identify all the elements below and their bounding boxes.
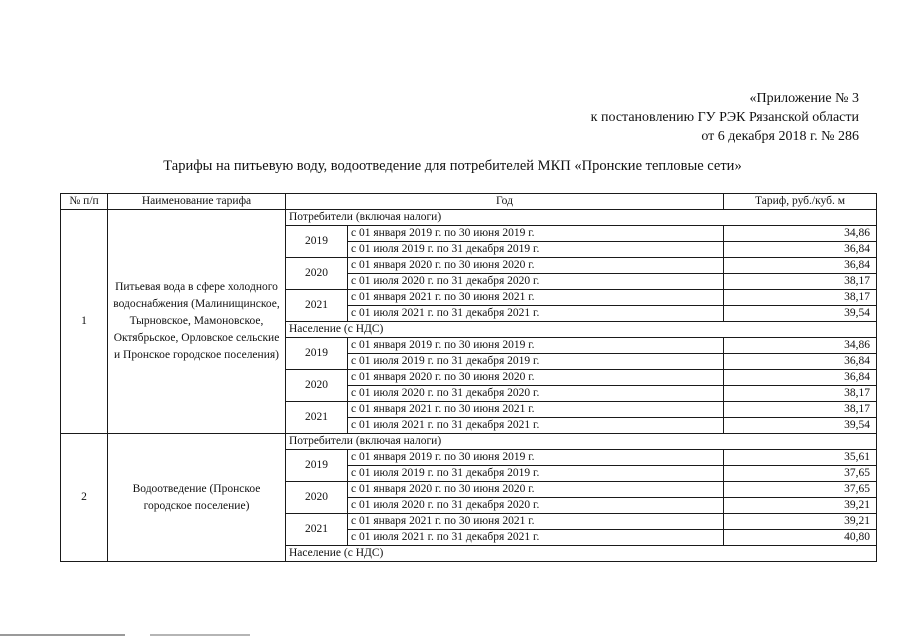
- resolution-date: от 6 декабря 2018 г. № 286: [701, 129, 859, 144]
- year-cell: 2020: [286, 258, 348, 290]
- year-cell: 2019: [286, 338, 348, 370]
- year-cell: 2021: [286, 290, 348, 322]
- consumer-group-label: Население (с НДС): [286, 322, 877, 338]
- tariff-value-cell: 39,54: [724, 306, 877, 322]
- appendix-label: «Приложение № 3: [749, 91, 859, 106]
- period-cell: с 01 января 2021 г. по 30 июня 2021 г.: [348, 402, 724, 418]
- table-row: [61, 210, 877, 226]
- tariff-value-cell: 40,80: [724, 530, 877, 546]
- period-cell: с 01 июля 2021 г. по 31 декабря 2021 г.: [348, 530, 724, 546]
- year-cell: 2019: [286, 226, 348, 258]
- tariff-value-cell: 37,65: [724, 482, 877, 498]
- tariff-value-cell: 35,61: [724, 450, 877, 466]
- column-header-tariff-name: Наименование тарифа: [108, 194, 286, 210]
- tariff-value-cell: 36,84: [724, 370, 877, 386]
- tariff-name: Питьевая вода в сфере холодного водоснабжения (Малинищинское, Тырновское, Мамоновское, Октябрьское, Орловское сельские и Пронское городское поселения): [108, 210, 286, 434]
- period-cell: с 01 июля 2021 г. по 31 декабря 2021 г.: [348, 306, 724, 322]
- resolution-reference: к постановлению ГУ РЭК Рязанской области: [590, 110, 859, 125]
- year-cell: 2019: [286, 450, 348, 482]
- period-cell: с 01 января 2021 г. по 30 июня 2021 г.: [348, 290, 724, 306]
- period-cell: с 01 января 2020 г. по 30 июня 2020 г.: [348, 482, 724, 498]
- year-cell: 2021: [286, 402, 348, 434]
- scan-edge-mark: [0, 634, 125, 636]
- period-cell: с 01 января 2019 г. по 30 июня 2019 г.: [348, 450, 724, 466]
- tariff-value-cell: 39,54: [724, 418, 877, 434]
- year-cell: 2020: [286, 482, 348, 514]
- period-cell: с 01 января 2020 г. по 30 июня 2020 г.: [348, 258, 724, 274]
- column-header-year: Год: [286, 194, 724, 210]
- tariff-value-cell: 39,21: [724, 498, 877, 514]
- column-header-number: № п/п: [61, 194, 108, 210]
- tariff-table: [60, 193, 877, 562]
- period-cell: с 01 июля 2020 г. по 31 декабря 2020 г.: [348, 274, 724, 290]
- tariff-value-cell: 36,84: [724, 354, 877, 370]
- period-cell: с 01 января 2020 г. по 30 июня 2020 г.: [348, 370, 724, 386]
- tariff-table-body: [61, 210, 877, 562]
- tariff-value-cell: 38,17: [724, 386, 877, 402]
- period-cell: с 01 июля 2020 г. по 31 декабря 2020 г.: [348, 386, 724, 402]
- tariff-name: Водоотведение (Пронское городское поселение): [108, 434, 286, 562]
- period-cell: с 01 июля 2020 г. по 31 декабря 2020 г.: [348, 498, 724, 514]
- tariff-value-cell: 36,84: [724, 258, 877, 274]
- document-header: [591, 89, 859, 146]
- document-title: Тарифы на питьевую воду, водоотведение для потребителей МКП «Пронские тепловые сети»: [163, 158, 742, 174]
- year-cell: 2021: [286, 514, 348, 546]
- table-header-row: [61, 194, 877, 210]
- tariff-value-cell: 34,86: [724, 338, 877, 354]
- scan-edge-mark: [150, 634, 250, 636]
- year-cell: 2020: [286, 370, 348, 402]
- period-cell: с 01 января 2019 г. по 30 июня 2019 г.: [348, 338, 724, 354]
- tariff-value-cell: 38,17: [724, 402, 877, 418]
- column-header-tariff-value: Тариф, руб./куб. м: [724, 194, 877, 210]
- table-row: [61, 434, 877, 450]
- period-cell: с 01 января 2019 г. по 30 июня 2019 г.: [348, 226, 724, 242]
- tariff-value-cell: 34,86: [724, 226, 877, 242]
- tariff-value-cell: 39,21: [724, 514, 877, 530]
- period-cell: с 01 июля 2019 г. по 31 декабря 2019 г.: [348, 242, 724, 258]
- consumer-group-label: Население (с НДС): [286, 546, 877, 562]
- tariff-value-cell: 38,17: [724, 290, 877, 306]
- row-number: 2: [61, 434, 108, 562]
- period-cell: с 01 июля 2021 г. по 31 декабря 2021 г.: [348, 418, 724, 434]
- period-cell: с 01 января 2021 г. по 30 июня 2021 г.: [348, 514, 724, 530]
- tariff-value-cell: 37,65: [724, 466, 877, 482]
- row-number: 1: [61, 210, 108, 434]
- tariff-value-cell: 38,17: [724, 274, 877, 290]
- tariff-value-cell: 36,84: [724, 242, 877, 258]
- consumer-group-label: Потребители (включая налоги): [286, 210, 877, 226]
- period-cell: с 01 июля 2019 г. по 31 декабря 2019 г.: [348, 466, 724, 482]
- period-cell: с 01 июля 2019 г. по 31 декабря 2019 г.: [348, 354, 724, 370]
- consumer-group-label: Потребители (включая налоги): [286, 434, 877, 450]
